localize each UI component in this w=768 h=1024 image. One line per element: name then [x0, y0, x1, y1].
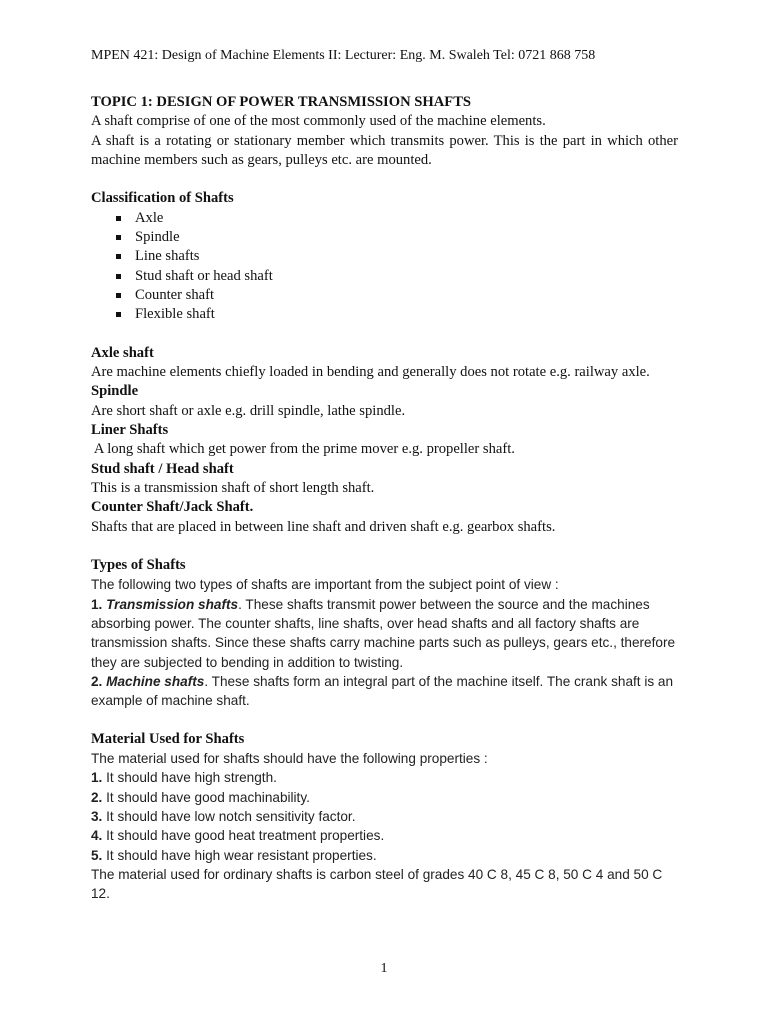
- page-header: MPEN 421: Design of Machine Elements II: Lecturer: Eng. M. Swaleh Tel: 0721 868 758: [91, 48, 596, 63]
- liner-shafts-text: A long shaft which get power from the prime mover e.g. propeller shaft.: [91, 441, 515, 458]
- list-item: Axle: [91, 209, 678, 228]
- types-intro: The following two types of shafts are important from the subject point of view :: [91, 577, 559, 593]
- types-heading: Types of Shafts: [91, 557, 186, 574]
- property-item: 4. It should have good heat treatment properties.: [91, 828, 385, 844]
- axle-shaft-heading: Axle shaft: [91, 344, 154, 361]
- type-2-number: 2.: [91, 673, 103, 689]
- list-item: Spindle: [91, 228, 678, 247]
- transmission-shafts-paragraph: [91, 595, 678, 672]
- page-content: [91, 93, 678, 903]
- intro-paragraph-2: A shaft is a rotating or stationary member which transmits power. This is the part in which other machine members such as gears, pulleys etc. are mounted.: [91, 132, 678, 168]
- page-number: 1: [380, 961, 388, 976]
- material-intro: The material used for shafts should have the following properties :: [91, 751, 488, 767]
- type-1-number: 1.: [91, 596, 103, 612]
- property-item: 3. It should have low notch sensitivity factor.: [91, 808, 356, 824]
- liner-shafts-heading: Liner Shafts: [91, 422, 169, 439]
- list-item: Stud shaft or head shaft: [91, 267, 678, 286]
- classification-heading: Classification of Shafts: [91, 190, 234, 207]
- transmission-shafts-text: . These shafts transmit power between the source and the machines absorbing power. The counter shafts, line shafts, over head shafts and all factory shafts are transmission shafts. Since these shafts carry machine parts such as pulleys, gears etc., therefore they are subjected to bending in addition to twisting.: [91, 596, 676, 670]
- transmission-shafts-term: Transmission shafts: [106, 596, 239, 612]
- spindle-heading: Spindle: [91, 383, 139, 400]
- counter-shaft-text: Shafts that are placed in between line shaft and driven shaft e.g. gearbox shafts.: [91, 518, 556, 535]
- property-item: 1. It should have high strength.: [91, 770, 277, 786]
- machine-shafts-paragraph: [91, 672, 678, 711]
- list-item: Line shafts: [91, 247, 678, 266]
- material-section: [91, 749, 678, 903]
- machine-shafts-text: . These shafts form an integral part of the machine itself. The crank shaft is an example of machine shaft.: [91, 673, 674, 709]
- material-closing: The material used for ordinary shafts is carbon steel of grades 40 C 8, 45 C 8, 50 C 4 and 50 C 12.: [91, 866, 663, 902]
- types-section: [91, 575, 678, 710]
- property-item: 5. It should have high wear resistant properties.: [91, 847, 377, 863]
- classification-list: [91, 209, 678, 325]
- list-item: Counter shaft: [91, 286, 678, 305]
- stud-shaft-text: This is a transmission shaft of short length shaft.: [91, 479, 375, 496]
- spindle-text: Are short shaft or axle e.g. drill spindle, lathe spindle.: [91, 402, 406, 419]
- topic-title: TOPIC 1: DESIGN OF POWER TRANSMISSION SHAFTS: [91, 94, 472, 110]
- machine-shafts-term: Machine shafts: [106, 673, 205, 689]
- stud-shaft-heading: Stud shaft / Head shaft: [91, 460, 234, 477]
- property-item: 2. It should have good machinability.: [91, 789, 310, 805]
- intro-paragraph-1: A shaft comprise of one of the most commonly used of the machine elements.: [91, 113, 546, 130]
- list-item: Flexible shaft: [91, 305, 678, 324]
- axle-shaft-text: Are machine elements chiefly loaded in bending and generally does not rotate e.g. railway axle.: [91, 364, 650, 381]
- counter-shaft-heading: Counter Shaft/Jack Shaft.: [91, 499, 254, 516]
- material-heading: Material Used for Shafts: [91, 730, 245, 747]
